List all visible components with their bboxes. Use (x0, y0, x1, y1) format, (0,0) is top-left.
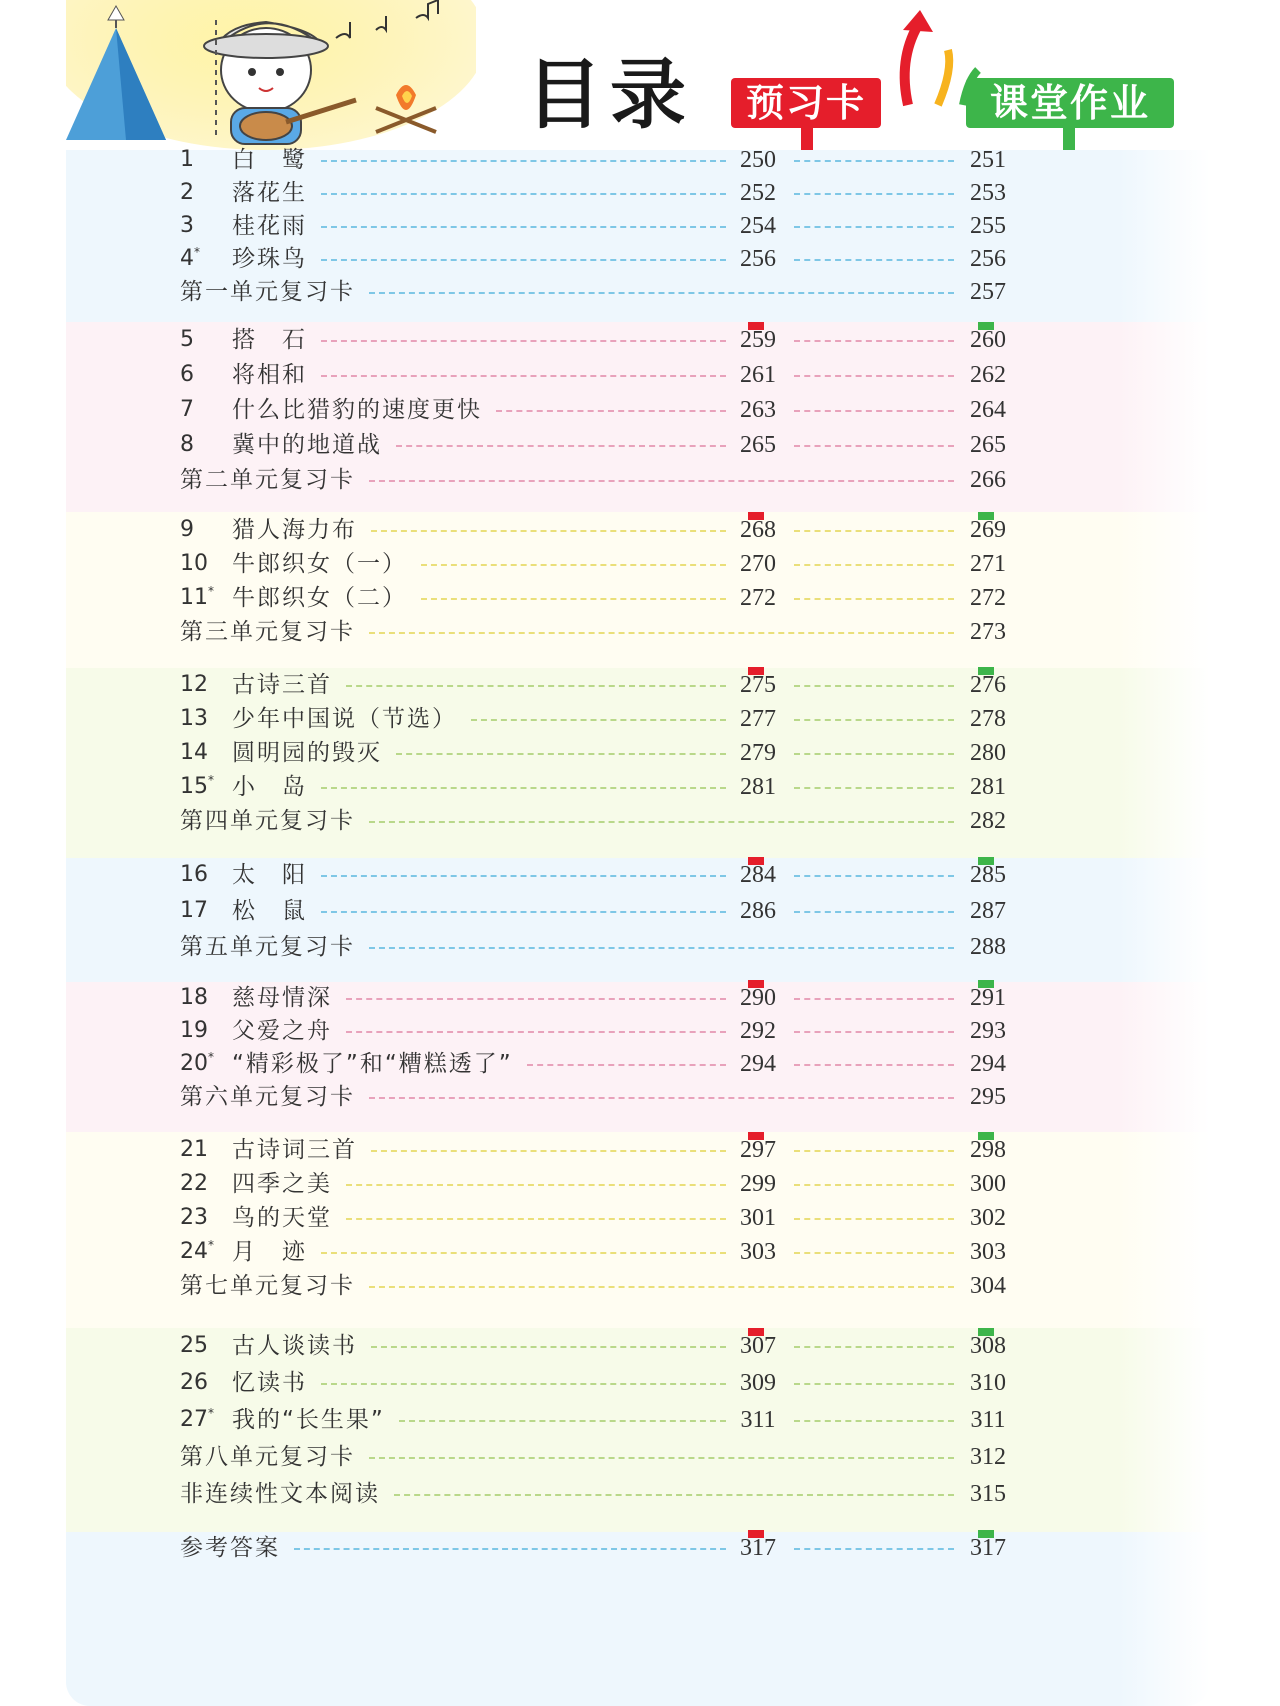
preview-page-number: 294 (740, 1051, 776, 1077)
toc-lesson-row[interactable] (66, 209, 1210, 243)
lesson-title: 白 鹭 (232, 147, 307, 173)
dot-leader (294, 1548, 726, 1550)
dot-leader (321, 787, 726, 789)
toc-section (66, 147, 1210, 322)
toc-section (66, 982, 1210, 1132)
classwork-page-number: 257 (970, 279, 1006, 305)
classwork-page-number: 302 (970, 1205, 1006, 1231)
dot-leader (346, 685, 726, 687)
preview-page-number: 290 (740, 985, 776, 1011)
preview-page-number: 250 (740, 147, 776, 173)
dot-leader (321, 375, 726, 377)
lesson-number: 18 (180, 985, 208, 1010)
classwork-page-number: 256 (970, 246, 1006, 272)
toc-lesson-row[interactable] (66, 513, 1210, 547)
unit-title: 第四单元复习卡 (180, 808, 355, 834)
preview-page-number: 261 (740, 362, 776, 388)
toc-unit-row[interactable] (66, 1269, 1210, 1303)
preview-page-number: 292 (740, 1018, 776, 1044)
toc-lesson-row[interactable] (66, 393, 1210, 427)
optional-mark: * (208, 1050, 214, 1064)
dot-leader (346, 1031, 726, 1033)
classwork-page-number: 303 (970, 1239, 1006, 1265)
lesson-number: 26 (180, 1370, 208, 1395)
classwork-page-number: 272 (970, 585, 1006, 611)
preview-card-badge: 预习卡 (731, 78, 881, 128)
dot-leader (369, 480, 954, 482)
lesson-number: 9 (180, 517, 194, 542)
lesson-number: 23 (180, 1205, 208, 1230)
classwork-page-number: 282 (970, 808, 1006, 834)
toc-lesson-row[interactable] (66, 1014, 1210, 1048)
lesson-number: 13 (180, 706, 208, 731)
dot-leader (321, 1252, 726, 1254)
page-title: 目录 (526, 50, 694, 139)
preview-page-number: 259 (740, 327, 776, 353)
lesson-number: 21 (180, 1137, 208, 1162)
preview-page-number: 303 (740, 1239, 776, 1265)
dot-leader (496, 410, 726, 412)
lesson-number: 3 (180, 213, 194, 238)
toc-unit-row[interactable] (66, 1477, 1210, 1511)
preview-page-number: 279 (740, 740, 776, 766)
optional-mark: * (208, 1238, 214, 1252)
classwork-page-number: 281 (970, 774, 1006, 800)
dot-leader (321, 340, 726, 342)
dot-leader (394, 1494, 954, 1496)
dot-leader (527, 1064, 726, 1066)
dot-leader (794, 340, 954, 342)
toc-section (66, 1132, 1210, 1328)
toc-lesson-row[interactable] (66, 894, 1210, 928)
classwork-page-number: 251 (970, 147, 1006, 173)
preview-page-number: 277 (740, 706, 776, 732)
classwork-page-number: 312 (970, 1444, 1006, 1470)
dot-leader (794, 193, 954, 195)
preview-page-number: 311 (740, 1407, 776, 1433)
preview-page-number: 252 (740, 180, 776, 206)
dot-leader (321, 259, 726, 261)
lesson-number: 17 (180, 898, 208, 923)
unit-title: 第七单元复习卡 (180, 1273, 355, 1299)
toc-lesson-row[interactable] (66, 581, 1210, 615)
lesson-number: 6 (180, 362, 194, 387)
preview-page-number: 265 (740, 432, 776, 458)
dot-leader (471, 719, 726, 721)
dot-leader (421, 564, 726, 566)
dot-leader (369, 1286, 954, 1288)
toc-unit-row[interactable] (66, 463, 1210, 497)
classwork-page-number: 287 (970, 898, 1006, 924)
classwork-page-number: 304 (970, 1273, 1006, 1299)
dot-leader (369, 292, 954, 294)
toc-lesson-row[interactable] (66, 702, 1210, 736)
toc-unit-row[interactable] (66, 1080, 1210, 1114)
lesson-number: 1 (180, 147, 194, 172)
unit-title: 参考答案 (180, 1535, 280, 1561)
toc-lesson-row[interactable] (66, 1366, 1210, 1400)
lesson-title: 四季之美 (232, 1171, 332, 1197)
classwork-page-number: 300 (970, 1171, 1006, 1197)
classwork-page-number: 278 (970, 706, 1006, 732)
toc-lesson-row[interactable] (66, 981, 1210, 1015)
toc-section (66, 512, 1210, 668)
dot-leader (794, 1383, 954, 1385)
classwork-page-number: 315 (970, 1481, 1006, 1507)
dot-leader (396, 753, 726, 755)
dot-leader (794, 1031, 954, 1033)
dot-leader (794, 719, 954, 721)
dot-leader (794, 1420, 954, 1422)
toc-lesson-row[interactable] (66, 1133, 1210, 1167)
toc-lesson-row[interactable] (66, 1167, 1210, 1201)
toc-unit-row[interactable] (66, 930, 1210, 964)
lesson-title: 搭 石 (232, 327, 307, 353)
lesson-title: 珍珠鸟 (232, 246, 307, 272)
dot-leader (321, 875, 726, 877)
lesson-title: 小 岛 (232, 774, 307, 800)
dot-leader (794, 1346, 954, 1348)
dot-leader (794, 1252, 954, 1254)
classwork-page-number: 288 (970, 934, 1006, 960)
classwork-page-number: 291 (970, 985, 1006, 1011)
dot-leader (794, 445, 954, 447)
preview-page-number: 281 (740, 774, 776, 800)
toc-lesson-row[interactable] (66, 358, 1210, 392)
dot-leader (369, 1457, 954, 1459)
preview-page-number: 256 (740, 246, 776, 272)
classwork-page-number: 260 (970, 327, 1006, 353)
dot-leader (794, 1548, 954, 1550)
classwork-page-number: 285 (970, 862, 1006, 888)
classwork-page-number: 317 (970, 1535, 1006, 1561)
dot-leader (794, 998, 954, 1000)
dot-leader (399, 1420, 726, 1422)
lesson-number: 12 (180, 672, 208, 697)
toc-lesson-row[interactable] (66, 770, 1210, 804)
dot-leader (794, 685, 954, 687)
dot-leader (794, 375, 954, 377)
toc-unit-row[interactable] (66, 1440, 1210, 1474)
toc-lesson-row[interactable] (66, 428, 1210, 462)
lesson-number: 14 (180, 740, 208, 765)
toc-lesson-row[interactable] (66, 323, 1210, 357)
toc-lesson-row[interactable] (66, 1329, 1210, 1363)
unit-title: 第八单元复习卡 (180, 1444, 355, 1470)
lesson-number: 24* (180, 1238, 214, 1264)
toc-lesson-row[interactable] (66, 668, 1210, 702)
camping-girl-illustration (66, 0, 476, 150)
preview-page-number: 297 (740, 1137, 776, 1163)
classwork-page-number: 262 (970, 362, 1006, 388)
preview-page-number: 270 (740, 551, 776, 577)
classwork-badge: 课堂作业 (966, 78, 1174, 128)
lesson-title: 月 迹 (232, 1239, 307, 1265)
dot-leader (794, 530, 954, 532)
lesson-title: 牛郎织女（一） (232, 551, 407, 577)
optional-mark: * (208, 773, 214, 787)
lesson-title: 将相和 (232, 362, 307, 388)
toc-lesson-row[interactable] (66, 1235, 1210, 1269)
dot-leader (794, 1150, 954, 1152)
classwork-page-number: 273 (970, 619, 1006, 645)
toc-section (66, 1328, 1210, 1532)
dot-leader (794, 226, 954, 228)
unit-title: 第六单元复习卡 (180, 1084, 355, 1110)
toc-lesson-row[interactable] (66, 176, 1210, 210)
toc-unit-row[interactable] (66, 275, 1210, 309)
classwork-page-number: 276 (970, 672, 1006, 698)
lesson-title: 桂花雨 (232, 213, 307, 239)
lesson-number: 19 (180, 1018, 208, 1043)
dot-leader (369, 821, 954, 823)
lesson-title: 我的“长生果” (232, 1407, 385, 1433)
classwork-page-number: 255 (970, 213, 1006, 239)
toc-lesson-row[interactable] (66, 242, 1210, 276)
preview-page-number: 254 (740, 213, 776, 239)
classwork-page-number: 269 (970, 517, 1006, 543)
classwork-page-number: 311 (970, 1407, 1006, 1433)
toc-lesson-row[interactable] (66, 1047, 1210, 1081)
lesson-number: 10 (180, 551, 208, 576)
preview-page-number: 268 (740, 517, 776, 543)
classwork-page-number: 271 (970, 551, 1006, 577)
dot-leader (794, 1218, 954, 1220)
preview-page-number: 299 (740, 1171, 776, 1197)
preview-page-number: 317 (740, 1535, 776, 1561)
dot-leader (794, 564, 954, 566)
preview-page-number: 307 (740, 1333, 776, 1359)
unit-title: 第二单元复习卡 (180, 467, 355, 493)
preview-page-number: 263 (740, 397, 776, 423)
preview-page-number: 301 (740, 1205, 776, 1231)
toc-lesson-row[interactable] (66, 736, 1210, 770)
toc-section (66, 668, 1210, 858)
dot-leader (321, 193, 726, 195)
toc-lesson-row[interactable] (66, 1403, 1210, 1437)
unit-title: 非连续性文本阅读 (180, 1481, 380, 1507)
lesson-title: 落花生 (232, 180, 307, 206)
lesson-title: “精彩极了”和“糟糕透了” (232, 1051, 513, 1077)
classwork-page-number: 294 (970, 1051, 1006, 1077)
classwork-page-number: 280 (970, 740, 1006, 766)
toc-lesson-row[interactable] (66, 143, 1210, 177)
dot-leader (794, 875, 954, 877)
toc-unit-row[interactable] (66, 804, 1210, 838)
dot-leader (321, 911, 726, 913)
toc-lesson-row[interactable] (66, 858, 1210, 892)
dot-leader (321, 226, 726, 228)
classwork-page-number: 265 (970, 432, 1006, 458)
lesson-title: 冀中的地道战 (232, 432, 382, 458)
dot-leader (369, 632, 954, 634)
dot-leader (346, 1184, 726, 1186)
dot-leader (369, 1097, 954, 1099)
dot-leader (369, 947, 954, 949)
lesson-number: 11* (180, 584, 214, 610)
dot-leader (321, 160, 726, 162)
classwork-page-number: 253 (970, 180, 1006, 206)
lesson-title: 什么比猎豹的速度更快 (232, 397, 482, 423)
dot-leader (371, 1150, 726, 1152)
dot-leader (794, 787, 954, 789)
preview-page-number: 309 (740, 1370, 776, 1396)
toc-unit-row[interactable] (66, 615, 1210, 649)
unit-title: 第五单元复习卡 (180, 934, 355, 960)
preview-page-number: 275 (740, 672, 776, 698)
lesson-title: 圆明园的毁灭 (232, 740, 382, 766)
lesson-title: 少年中国说（节选） (232, 706, 457, 732)
lesson-title: 慈母情深 (232, 985, 332, 1011)
unit-title: 第三单元复习卡 (180, 619, 355, 645)
lesson-number: 25 (180, 1333, 208, 1358)
optional-mark: * (194, 245, 200, 259)
dot-leader (794, 259, 954, 261)
classwork-page-number: 293 (970, 1018, 1006, 1044)
dot-leader (371, 530, 726, 532)
lesson-number: 27* (180, 1406, 214, 1432)
lesson-number: 2 (180, 180, 194, 205)
dot-leader (794, 410, 954, 412)
lesson-title: 松 鼠 (232, 898, 307, 924)
lesson-number: 15* (180, 773, 214, 799)
lesson-title: 古诗词三首 (232, 1137, 357, 1163)
lesson-number: 4* (180, 245, 200, 271)
unit-title: 第一单元复习卡 (180, 279, 355, 305)
dot-leader (321, 1383, 726, 1385)
lesson-title: 太 阳 (232, 862, 307, 888)
lesson-number: 22 (180, 1171, 208, 1196)
classwork-page-number: 298 (970, 1137, 1006, 1163)
lesson-title: 猎人海力布 (232, 517, 357, 543)
classwork-page-number: 308 (970, 1333, 1006, 1359)
classwork-page-number: 310 (970, 1370, 1006, 1396)
dot-leader (794, 1184, 954, 1186)
preview-page-number: 286 (740, 898, 776, 924)
lesson-number: 8 (180, 432, 194, 457)
dot-leader (346, 998, 726, 1000)
classwork-page-number: 295 (970, 1084, 1006, 1110)
lesson-number: 5 (180, 327, 194, 352)
classwork-page-number: 264 (970, 397, 1006, 423)
lesson-title: 父爱之舟 (232, 1018, 332, 1044)
lesson-title: 忆读书 (232, 1370, 307, 1396)
dot-leader (794, 160, 954, 162)
preview-page-number: 284 (740, 862, 776, 888)
lesson-number: 20* (180, 1050, 214, 1076)
lesson-title: 牛郎织女（二） (232, 585, 407, 611)
dot-leader (794, 1064, 954, 1066)
dot-leader (794, 598, 954, 600)
toc-section (66, 858, 1210, 982)
preview-page-number: 272 (740, 585, 776, 611)
lesson-title: 鸟的天堂 (232, 1205, 332, 1231)
lesson-title: 古人谈读书 (232, 1333, 357, 1359)
toc-section (66, 1532, 1210, 1706)
lesson-number: 7 (180, 397, 194, 422)
dot-leader (346, 1218, 726, 1220)
optional-mark: * (208, 584, 214, 598)
classwork-page-number: 266 (970, 467, 1006, 493)
optional-mark: * (208, 1406, 214, 1420)
dot-leader (794, 753, 954, 755)
toc-unit-row[interactable] (66, 1531, 1210, 1565)
dot-leader (371, 1346, 726, 1348)
dot-leader (421, 598, 726, 600)
toc-page (66, 0, 1210, 1706)
lesson-number: 16 (180, 862, 208, 887)
dot-leader (396, 445, 726, 447)
dot-leader (794, 911, 954, 913)
toc-lesson-row[interactable] (66, 547, 1210, 581)
toc-lesson-row[interactable] (66, 1201, 1210, 1235)
toc-section (66, 322, 1210, 512)
header (66, 0, 1210, 150)
lesson-title: 古诗三首 (232, 672, 332, 698)
